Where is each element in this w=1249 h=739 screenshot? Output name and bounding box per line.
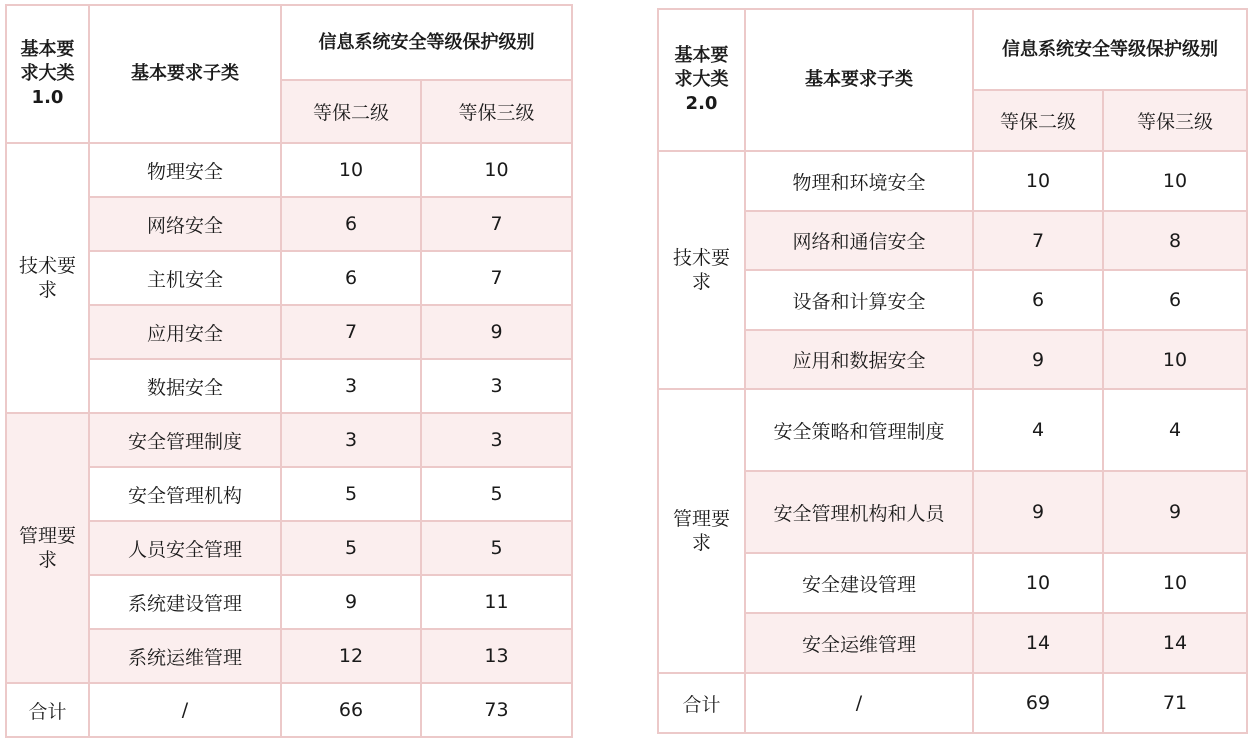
level3-value: 4: [1103, 389, 1247, 471]
level2-value: 9: [973, 330, 1103, 389]
level3-value: 3: [421, 359, 572, 413]
table-row: [658, 553, 1247, 613]
total-label: 合计: [6, 683, 89, 737]
subcategory-cell: 安全策略和管理制度: [745, 389, 973, 471]
level2-value: 10: [973, 151, 1103, 211]
level2-value: 9: [973, 471, 1103, 553]
level2-value: 12: [281, 629, 421, 683]
table-row: [6, 305, 572, 359]
total-level3: 73: [421, 683, 572, 737]
level3-value: 7: [421, 197, 572, 251]
level2-value: 9: [281, 575, 421, 629]
level2-value: 7: [281, 305, 421, 359]
level3-value: 11: [421, 575, 572, 629]
level3-value: 10: [1103, 330, 1247, 389]
table-row: [6, 143, 572, 197]
level3-value: 9: [421, 305, 572, 359]
table-row: [6, 413, 572, 467]
subcategory-cell: 网络和通信安全: [745, 211, 973, 270]
header-level3: 等保三级: [1103, 90, 1247, 151]
total-row: [658, 673, 1247, 733]
security-requirements-table-v1: [5, 4, 573, 738]
level3-value: 3: [421, 413, 572, 467]
total-label: 合计: [658, 673, 745, 733]
security-requirements-table-v2: [657, 8, 1248, 734]
subcategory-cell: 系统建设管理: [89, 575, 281, 629]
level2-value: 14: [973, 613, 1103, 673]
table-row: [6, 359, 572, 413]
category-management: 管理要求: [658, 389, 745, 673]
subcategory-cell: 人员安全管理: [89, 521, 281, 575]
header-category: 基本要求大类1.0: [6, 5, 89, 143]
header-level3: 等保三级: [421, 80, 572, 143]
table-row: [6, 251, 572, 305]
subcategory-cell: 应用安全: [89, 305, 281, 359]
subcategory-cell: 安全管理机构: [89, 467, 281, 521]
header-subcategory: 基本要求子类: [89, 5, 281, 143]
table-row: [6, 629, 572, 683]
level2-value: 5: [281, 521, 421, 575]
level3-value: 10: [421, 143, 572, 197]
level2-value: 3: [281, 413, 421, 467]
header-subcategory: 基本要求子类: [745, 9, 973, 151]
table-row: [658, 270, 1247, 330]
subcategory-cell: 应用和数据安全: [745, 330, 973, 389]
level2-value: 10: [973, 553, 1103, 613]
subcategory-cell: 设备和计算安全: [745, 270, 973, 330]
level2-value: 6: [281, 251, 421, 305]
level2-value: 6: [281, 197, 421, 251]
category-management: 管理要求: [6, 413, 89, 683]
table-row: [6, 575, 572, 629]
header-level-group: 信息系统安全等级保护级别: [973, 9, 1247, 90]
total-subcategory: /: [89, 683, 281, 737]
level3-value: 10: [1103, 553, 1247, 613]
level3-value: 9: [1103, 471, 1247, 553]
level3-value: 7: [421, 251, 572, 305]
subcategory-cell: 网络安全: [89, 197, 281, 251]
header-level2: 等保二级: [281, 80, 421, 143]
level3-value: 5: [421, 467, 572, 521]
table-row: [658, 330, 1247, 389]
level3-value: 13: [421, 629, 572, 683]
table-row: [6, 521, 572, 575]
header-level-group: 信息系统安全等级保护级别: [281, 5, 572, 80]
level3-value: 8: [1103, 211, 1247, 270]
table-row: [658, 389, 1247, 471]
subcategory-cell: 安全管理机构和人员: [745, 471, 973, 553]
level3-value: 10: [1103, 151, 1247, 211]
total-level2: 69: [973, 673, 1103, 733]
subcategory-cell: 系统运维管理: [89, 629, 281, 683]
subcategory-cell: 物理和环境安全: [745, 151, 973, 211]
total-level2: 66: [281, 683, 421, 737]
header-category: 基本要求大类2.0: [658, 9, 745, 151]
total-level3: 71: [1103, 673, 1247, 733]
table-row: [6, 197, 572, 251]
total-row: [6, 683, 572, 737]
header-level2: 等保二级: [973, 90, 1103, 151]
level2-value: 7: [973, 211, 1103, 270]
level2-value: 4: [973, 389, 1103, 471]
level2-value: 5: [281, 467, 421, 521]
level3-value: 5: [421, 521, 572, 575]
level2-value: 3: [281, 359, 421, 413]
total-subcategory: /: [745, 673, 973, 733]
level2-value: 6: [973, 270, 1103, 330]
subcategory-cell: 数据安全: [89, 359, 281, 413]
subcategory-cell: 安全运维管理: [745, 613, 973, 673]
subcategory-cell: 物理安全: [89, 143, 281, 197]
level3-value: 6: [1103, 270, 1247, 330]
table-row: [658, 471, 1247, 553]
subcategory-cell: 安全建设管理: [745, 553, 973, 613]
table-row: [658, 613, 1247, 673]
table-row: [658, 151, 1247, 211]
table-row: [658, 211, 1247, 270]
subcategory-cell: 主机安全: [89, 251, 281, 305]
table-row: [6, 467, 572, 521]
subcategory-cell: 安全管理制度: [89, 413, 281, 467]
category-technical: 技术要求: [6, 143, 89, 413]
category-technical: 技术要求: [658, 151, 745, 389]
level3-value: 14: [1103, 613, 1247, 673]
level2-value: 10: [281, 143, 421, 197]
